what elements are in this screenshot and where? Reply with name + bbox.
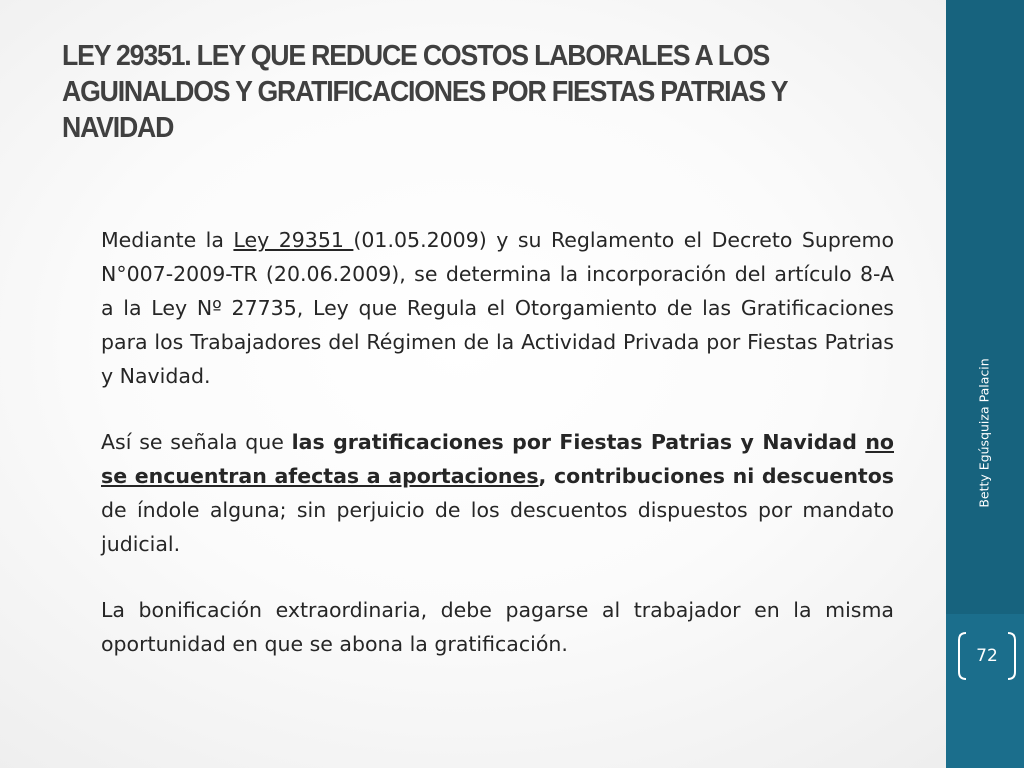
author-name: Betty Egúsquiza Palacin [976, 358, 992, 508]
slide-title: LEY 29351. LEY QUE REDUCE COSTOS LABORALES A LOS AGUINALDOS Y GRATIFICACIONES POR FIESTAS PATRIAS Y NAVIDAD [62, 40, 787, 144]
paragraph-2-bold-end: , contribuciones ni descuentos [538, 464, 894, 488]
page-number: 72 [976, 646, 998, 666]
paragraph-1-body: (01.05.2009) y su Reglamento el Decreto Supremo N°007-2009-TR (20.06.2009), se determina la incorporación del artículo 8-A a la Ley Nº 27735, Ley que Regula el Otorgamiento de las Gratificaciones para los Trabajadores del Régimen de la Actividad Privada por Fiestas Patrias y Navidad. [101, 228, 895, 388]
page-number-box [957, 631, 1017, 681]
paragraph-1-intro: Mediante la [101, 228, 234, 252]
law-link[interactable]: Ley 29351 [233, 228, 354, 252]
paragraph-2-bold-underlined: no se encuentran afectas a aportaciones [101, 430, 894, 488]
paragraph-3: La bonificación extraordinaria, debe pagarse al trabajador en la misma oportunidad en que se abona la gratificación. [101, 598, 894, 656]
paragraph-2-intro: Así se señala que [101, 430, 292, 454]
paragraph-2-body: de índole alguna; sin perjuicio de los descuentos dispuestos por mandato judicial. [101, 498, 894, 556]
paragraph-2-bold: las gratificaciones por Fiestas Patrias y Navidad [291, 430, 866, 454]
paragraph-2 [101, 425, 894, 561]
slide-body [101, 223, 894, 693]
paragraph-1 [101, 223, 894, 393]
